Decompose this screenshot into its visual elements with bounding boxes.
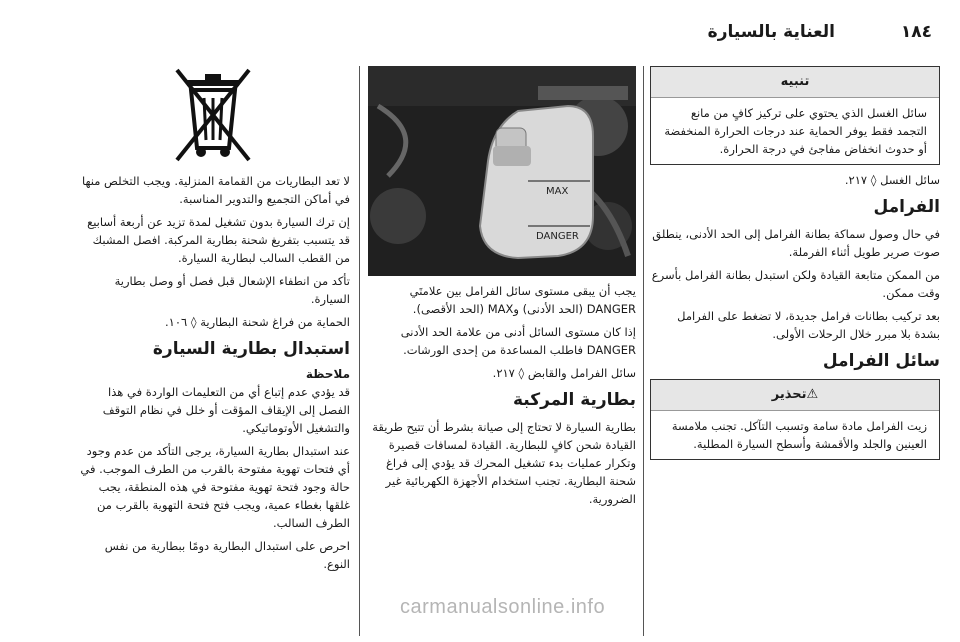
brake-clutch-fluid-reference[interactable]: سائل الفرامل والقابض ◊ ٢١٧. — [492, 366, 636, 380]
washer-fluid-reference[interactable]: سائل الغسل ◊ ٢١٧. — [844, 173, 940, 187]
notice-heading: تنبيه — [651, 67, 939, 98]
watermark-brand: carmanualsonline.info — [400, 596, 606, 618]
max-mark-label: MAX — [546, 186, 569, 197]
brake-fluid-reservoir-photo — [368, 66, 636, 276]
crossed-bin-icon — [173, 66, 253, 164]
ignition-text: تأكد من انطفاء الإشعال قبل فصل أو وصل بطارية السيارة. — [114, 274, 350, 306]
vehicle-battery-heading: بطارية المركبة — [512, 390, 636, 410]
notice-text: سائل الغسل الذي يحتوي على تركيز كافٍ من مانع التجمد فقط يوفر الحماية عند درجات الحرارة المنخفضة أو حدوث انخفاض مفاجئ في درجة الحرارة. — [664, 106, 927, 156]
danger-mark-label: DANGER — [536, 231, 579, 242]
vent-opening-text: عند استبدال بطارية السيارة، يرجى التأكد من عدم وجود أي فتحات تهوية مفتوحة بالقرب من الطرف الموجب. في حالة وجود فتحة تهوية مفتوحة في هذه المنطقة، يجب غلقها بغطاء عمية، ويجب فتح فتحة التهوية بالقرب من الطرف السالب. — [80, 444, 350, 530]
brakes-heading: الفرامل — [873, 197, 940, 217]
column-left — [75, 66, 350, 578]
battery-discharge-reference[interactable]: الحماية من فراغ شحنة البطارية ◊ ١٠٦. — [165, 315, 350, 329]
brakes-paragraph-1: في حال وصول سماكة بطانة الفرامل إلى الحد الأدنى، ينطلق صوت صرير طويل أثناء الفرملة. — [652, 227, 940, 259]
battery-replacement-heading: استبدال بطارية السيارة — [152, 339, 350, 359]
page-title: العناية بالسيارة — [707, 22, 835, 42]
note-heading: ملاحظة — [305, 367, 350, 381]
notice-box — [650, 66, 940, 165]
storage-text: إن ترك السيارة بدون تشغيل لمدة تزيد عن أربعة أسابيع قد يتسبب بتفريغ شحنة بطارية المركبة. افصل المشبك من القطب السالب لبطارية السيارة. — [87, 215, 350, 265]
disposal-text: لا تعد البطاريات من القمامة المنزلية. ويجب التخلص منها في أماكن التجميع والتدوير المناسبة. — [81, 174, 350, 206]
warning-heading: ⚠تحذير — [651, 380, 939, 411]
warning-text: زيت الفرامل مادة سامة وتسبب التآكل. تجنب ملامسة العينين والجلد والأقمشة وأسطح السيارة المطلية. — [671, 419, 927, 451]
brake-fluid-heading: سائل الفرامل — [822, 351, 940, 371]
note-text: قد يؤدي عدم إتباع أي من التعليمات الواردة في هذا الفصل إلى الإيقاف المؤقت أو خلل في نظام التوقف والتشغيل الأوتوماتيكي. — [102, 385, 350, 435]
page-number: ١٨٤ — [900, 22, 932, 42]
column-right — [650, 66, 940, 466]
brakes-paragraph-3: بعد تركيب بطانات فرامل جديدة، لا تضغط على الفرامل بشدة بلا مبرر خلال الرحلات الأولى. — [677, 309, 940, 341]
battery-type-text: احرص على استبدال البطارية دومًا ببطارية من نفس النوع. — [104, 539, 350, 571]
brake-fluid-level-text: يجب أن يبقى مستوى سائل الفرامل بين علامتَي DANGER (الحد الأدنى) وMAX (الحد الأقصى). — [409, 284, 636, 316]
engine-bay-image — [368, 66, 636, 276]
brake-fluid-low-text: إذا كان مستوى السائل أدنى من علامة الحد الأدنى DANGER فاطلب المساعدة من إحدى الورشات. — [400, 325, 636, 357]
vehicle-battery-text: بطارية السيارة لا تحتاج إلى صيانة بشرط أن تتيح طريقة القيادة شحن كافٍ للبطارية. القيادة لمسافات قصيرة وتكرار عمليات بدء تشغيل المحرك قد يؤدي إلى فراغ شحنة البطارية. تجنب استخدام الأجهزة الكهربائية غير الضرورية. — [372, 420, 636, 506]
column-middle — [368, 66, 636, 513]
page-header — [0, 22, 960, 56]
brakes-paragraph-2: من الممكن متابعة القيادة ولكن استبدل بطانة الفرامل بأسرع وقت ممكن. — [651, 268, 940, 300]
column-divider — [643, 66, 644, 636]
warning-box — [650, 379, 940, 460]
column-divider — [359, 66, 360, 636]
